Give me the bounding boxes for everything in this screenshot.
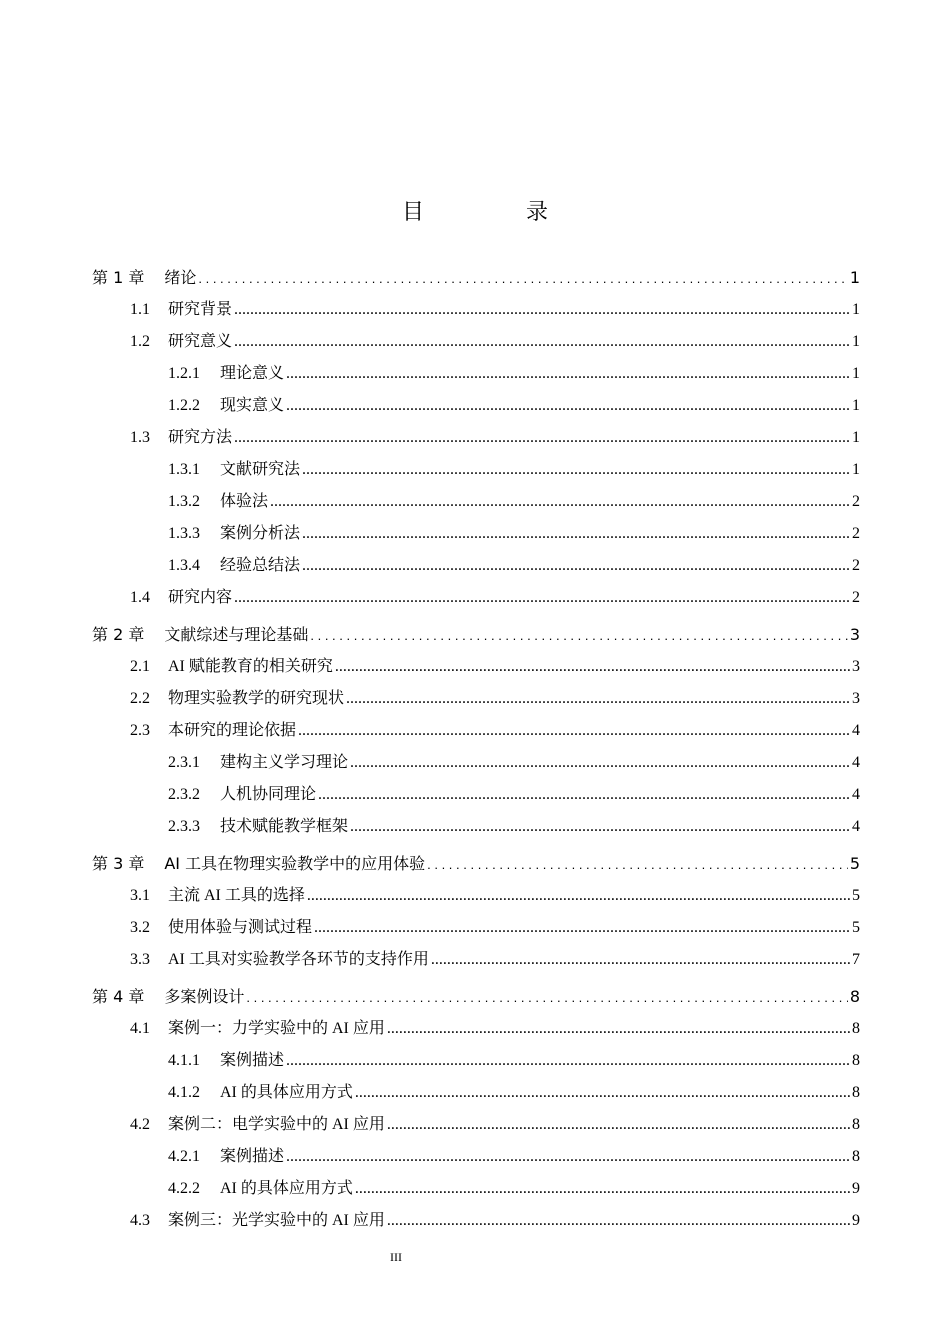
dot-leader [427, 848, 848, 881]
dot-leader [234, 326, 850, 358]
toc-section-entry[interactable] [92, 715, 860, 747]
toc-entry-page: 8 [852, 1148, 860, 1165]
toc-entry-number: 4.1 [130, 1020, 150, 1037]
toc-entry-page: 1 [852, 301, 860, 318]
toc-entry-page: 5 [852, 887, 860, 904]
toc-entry-number: 第 2 章 [92, 625, 145, 644]
toc-section-entry[interactable] [92, 422, 860, 454]
dot-leader [246, 981, 847, 1014]
toc-entry-number: 1.2.2 [168, 397, 200, 414]
dot-leader [314, 912, 850, 944]
toc-entry-label: 案例三：光学实验中的 AI 应用 [168, 1212, 385, 1229]
toc-entry-number: 4.1.1 [168, 1052, 200, 1069]
dot-leader [302, 454, 850, 486]
dot-leader [335, 651, 850, 683]
dot-leader [234, 294, 850, 326]
toc-entry-page: 1 [849, 268, 860, 287]
toc-entry-number: 2.3.1 [168, 754, 200, 771]
toc-entry-label: 体验法 [220, 493, 269, 510]
toc-entry-label: 案例一：力学实验中的 AI 应用 [168, 1020, 385, 1037]
toc-entry-number: 1.3 [130, 429, 150, 446]
toc-entry-number: 4.2.1 [168, 1148, 200, 1165]
dot-leader [234, 582, 850, 614]
toc-entry-page: 8 [852, 1116, 860, 1133]
dot-leader [286, 1045, 850, 1077]
toc-entry-label: 研究方法 [168, 429, 233, 446]
toc-section-entry[interactable] [92, 1141, 860, 1173]
dot-leader [387, 1205, 850, 1237]
toc-section-entry[interactable] [92, 1013, 860, 1045]
dot-leader [198, 262, 847, 295]
dot-leader [431, 944, 850, 976]
toc-section-entry[interactable] [92, 1205, 860, 1237]
toc-entry-number: 1.3.1 [168, 461, 200, 478]
toc-entry-label: 文献综述与理论基础 [164, 625, 309, 644]
toc-section-entry[interactable] [92, 651, 860, 683]
toc-entry-page: 3 [852, 690, 860, 707]
toc-entry-page: 9 [852, 1212, 860, 1229]
toc-entry-page: 1 [852, 397, 860, 414]
dot-leader [286, 1141, 850, 1173]
toc-entry-page: 2 [852, 525, 860, 542]
toc-entry-label: 建构主义学习理论 [220, 754, 349, 771]
toc-section-entry[interactable] [92, 1077, 860, 1109]
toc-entry-number: 2.3.2 [168, 786, 200, 803]
toc-entry-label: 案例描述 [220, 1148, 285, 1165]
toc-section-entry[interactable] [92, 550, 860, 582]
toc-entry-page: 8 [852, 1020, 860, 1037]
toc-section-entry[interactable] [92, 518, 860, 550]
toc-entry-number: 3.2 [130, 919, 150, 936]
toc-entry-number: 1.3.2 [168, 493, 200, 510]
toc-chapter-entry[interactable] [92, 619, 860, 651]
toc-section-entry[interactable] [92, 294, 860, 326]
toc-entry-page: 3 [852, 658, 860, 675]
toc-entry-number: 4.2.2 [168, 1180, 200, 1197]
toc-entry-page: 1 [852, 429, 860, 446]
toc-entry-label: 案例二：电学实验中的 AI 应用 [168, 1116, 385, 1133]
toc-entry-number: 4.2 [130, 1116, 150, 1133]
toc-entry-label: 技术赋能教学框架 [220, 818, 349, 835]
toc-entry-number: 1.2.1 [168, 365, 200, 382]
dot-leader [387, 1013, 850, 1045]
toc-section-entry[interactable] [92, 582, 860, 614]
toc-entry-page: 4 [852, 818, 860, 835]
toc-entry-page: 1 [852, 365, 860, 382]
toc-entry-number: 第 4 章 [92, 987, 145, 1006]
dot-leader [270, 486, 850, 518]
toc-entry-label: 研究背景 [168, 301, 233, 318]
toc-entry-number: 3.3 [130, 951, 150, 968]
toc-entry-label: 案例分析法 [220, 525, 301, 542]
toc-entry-number: 1.4 [130, 589, 150, 606]
toc-section-entry[interactable] [92, 1173, 860, 1205]
toc-chapter-entry[interactable] [92, 848, 860, 880]
toc-section-entry[interactable] [92, 811, 860, 843]
toc-entry-label: 研究内容 [168, 589, 233, 606]
toc-section-entry[interactable] [92, 1045, 860, 1077]
toc-section-entry[interactable] [92, 1109, 860, 1141]
toc-chapter-entry[interactable] [92, 981, 860, 1013]
dot-leader [298, 715, 850, 747]
toc-entry-label: 人机协同理论 [220, 786, 317, 803]
toc-title: 目 录 [401, 200, 588, 225]
dot-leader [387, 1109, 850, 1141]
toc-section-entry[interactable] [92, 944, 860, 976]
toc-section-entry[interactable] [92, 779, 860, 811]
toc-entry-label: 经验总结法 [220, 557, 301, 574]
toc-section-entry[interactable] [92, 454, 860, 486]
toc-section-entry[interactable] [92, 486, 860, 518]
dot-leader [234, 422, 850, 454]
toc-entry-page: 2 [852, 493, 860, 510]
toc-entry-page: 3 [849, 625, 860, 644]
toc-entry-number: 2.3 [130, 722, 150, 739]
toc-entry-label: AI 的具体应用方式 [220, 1084, 353, 1101]
toc-entry-number: 第 1 章 [92, 268, 145, 287]
toc-section-entry[interactable] [92, 747, 860, 779]
dot-leader [346, 683, 850, 715]
dot-leader [286, 358, 850, 390]
toc-entry-number: 2.1 [130, 658, 150, 675]
toc-entry-label: 物理实验教学的研究现状 [168, 690, 345, 707]
toc-section-entry[interactable] [92, 390, 860, 422]
toc-entry-label: 主流 AI 工具的选择 [168, 887, 305, 904]
toc-entry-page: 7 [852, 951, 860, 968]
toc-entry-label: 多案例设计 [164, 987, 245, 1006]
toc-entry-page: 1 [852, 333, 860, 350]
toc-entry-page: 1 [852, 461, 860, 478]
toc-entry-page: 2 [852, 589, 860, 606]
toc-section-entry[interactable] [92, 683, 860, 715]
dot-leader [355, 1077, 850, 1109]
toc-entry-number: 第 3 章 [92, 854, 145, 873]
toc-entry-label: 使用体验与测试过程 [168, 919, 313, 936]
toc-entry-page: 8 [852, 1052, 860, 1069]
toc-entry-label: AI 的具体应用方式 [220, 1180, 353, 1197]
dot-leader [307, 880, 850, 912]
toc-entry-number: 1.2 [130, 333, 150, 350]
dot-leader [355, 1173, 850, 1205]
toc-section-entry[interactable] [92, 912, 860, 944]
table-of-contents [92, 262, 860, 1237]
toc-entry-page: 4 [852, 786, 860, 803]
dot-leader [302, 518, 850, 550]
toc-entry-page: 8 [849, 987, 860, 1006]
toc-entry-page: 5 [849, 854, 860, 873]
toc-entry-number: 2.2 [130, 690, 150, 707]
dot-leader [350, 811, 850, 843]
dot-leader [318, 779, 850, 811]
toc-section-entry[interactable] [92, 326, 860, 358]
toc-section-entry[interactable] [92, 880, 860, 912]
toc-entry-label: 现实意义 [220, 397, 285, 414]
dot-leader [350, 747, 850, 779]
toc-entry-number: 1.3.3 [168, 525, 200, 542]
toc-entry-label: 绪论 [164, 268, 197, 287]
toc-entry-number: 3.1 [130, 887, 150, 904]
dot-leader [302, 550, 850, 582]
toc-entry-number: 1.1 [130, 301, 150, 318]
toc-entry-label: 文献研究法 [220, 461, 301, 478]
toc-entry-label: 本研究的理论依据 [168, 722, 297, 739]
toc-entry-page: 8 [852, 1084, 860, 1101]
toc-entry-number: 4.1.2 [168, 1084, 200, 1101]
toc-entry-label: 研究意义 [168, 333, 233, 350]
page-number: III [390, 1250, 402, 1264]
toc-entry-label: AI 工具在物理实验教学中的应用体验 [164, 854, 426, 873]
toc-entry-label: 理论意义 [220, 365, 285, 382]
toc-section-entry[interactable] [92, 358, 860, 390]
toc-entry-label: AI 工具对实验教学各环节的支持作用 [168, 951, 429, 968]
toc-entry-label: AI 赋能教育的相关研究 [168, 658, 333, 675]
toc-entry-label: 案例描述 [220, 1052, 285, 1069]
toc-entry-number: 1.3.4 [168, 557, 200, 574]
toc-entry-number: 2.3.3 [168, 818, 200, 835]
toc-entry-page: 5 [852, 919, 860, 936]
toc-entry-page: 9 [852, 1180, 860, 1197]
toc-entry-page: 4 [852, 722, 860, 739]
dot-leader [310, 619, 847, 652]
toc-entry-number: 4.3 [130, 1212, 150, 1229]
toc-chapter-entry[interactable] [92, 262, 860, 294]
toc-entry-page: 2 [852, 557, 860, 574]
toc-entry-page: 4 [852, 754, 860, 771]
dot-leader [286, 390, 850, 422]
